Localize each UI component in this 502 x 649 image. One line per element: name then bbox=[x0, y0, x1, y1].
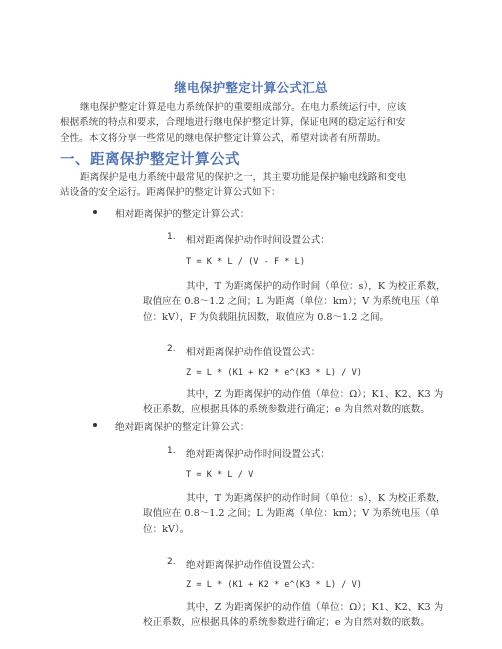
formula: Z = L * (K1 + K2 * e^(K3 * L) / V) bbox=[186, 580, 362, 590]
formula-description bbox=[143, 387, 463, 418]
numbered-item bbox=[167, 446, 330, 460]
formula-description bbox=[143, 491, 463, 537]
description-line: 取值应在 0.8～1.2 之间；L 为距离（单位：km）；V 为系统电压（单 bbox=[143, 296, 440, 308]
bullet-item bbox=[115, 419, 249, 433]
description-line: 位：kV）。 bbox=[143, 523, 190, 535]
section-intro-line: 距离保护是电力系统中最常见的保护之一，其主要功能是保护输电线路和变电 bbox=[80, 172, 407, 183]
section-heading: 一、距离保护整定计算公式 bbox=[60, 152, 240, 168]
description-line: 位：kV），F 为负载阻抗因数，取值应为 0.8～1.2 之间。 bbox=[143, 311, 390, 323]
description-line: 其中，Z 为距离保护的动作值（单位：Ω）；K1、K2、K3 为 bbox=[186, 389, 444, 400]
description-line: 校正系数，应根据具体的系统参数进行确定；e 为自然对数的底数。 bbox=[143, 617, 430, 629]
item-number: 2. bbox=[167, 344, 176, 354]
formula-description bbox=[143, 279, 463, 325]
formula: T = K * L / (V - F * L) bbox=[186, 257, 305, 267]
item-label: 相对距离保护动作值设置公式： bbox=[186, 347, 321, 358]
formula: T = K * L / V bbox=[186, 470, 254, 480]
numbered-item bbox=[167, 557, 321, 571]
description-line: 校正系数，应根据具体的系统参数进行确定；e 为自然对数的底数。 bbox=[143, 404, 430, 416]
bullet-item bbox=[115, 206, 249, 220]
numbered-item bbox=[167, 232, 330, 246]
item-label: 绝对距离保护动作时间设置公式： bbox=[186, 449, 330, 460]
intro-line: 继电保护整定计算是电力系统保护的重要组成部分。在电力系统运行中，应该 bbox=[80, 102, 407, 113]
formula-description bbox=[143, 600, 463, 631]
numbered-item bbox=[167, 344, 321, 358]
item-number: 1. bbox=[167, 446, 176, 456]
description-line: 其中，Z 为距离保护的动作值（单位：Ω）；K1、K2、K3 为 bbox=[186, 602, 444, 613]
bullet-label: 相对距离保护的整定计算公式： bbox=[115, 209, 250, 220]
bullet-icon bbox=[93, 210, 97, 214]
bullet-label: 绝对距离保护的整定计算公式： bbox=[115, 422, 250, 433]
item-label: 相对距离保护动作时间设置公式： bbox=[186, 235, 330, 246]
description-line: 其中，T 为距离保护的动作时间（单位：s），K 为校正系数， bbox=[186, 493, 446, 504]
bullet-icon bbox=[93, 423, 97, 427]
intro-line: 全性。本文将分享一些常见的继电保护整定计算公式，希望对读者有所帮助。 bbox=[60, 132, 387, 144]
formula: Z = L * (K1 + K2 * e^(K3 * L) / V) bbox=[186, 368, 362, 378]
item-label: 绝对距离保护动作值设置公式： bbox=[186, 560, 321, 571]
description-line: 取值应在 0.8～1.2 之间；L 为距离（单位：km）；V 为系统电压（单 bbox=[143, 508, 440, 520]
item-number: 1. bbox=[167, 232, 176, 242]
document-title: 继电保护整定计算公式汇总 bbox=[174, 80, 328, 95]
item-number: 2. bbox=[167, 557, 176, 567]
section-intro-line: 站设备的安全运行。距离保护的整定计算公式如下： bbox=[60, 187, 281, 199]
intro-line: 根据系统的特点和要求，合理地进行继电保护整定计算，保证电网的稳定运行和安 bbox=[60, 117, 406, 129]
section-intro bbox=[60, 170, 460, 201]
description-line: 其中，T 为距离保护的动作时间（单位：s），K 为校正系数， bbox=[186, 281, 446, 292]
intro-paragraph bbox=[60, 100, 460, 146]
